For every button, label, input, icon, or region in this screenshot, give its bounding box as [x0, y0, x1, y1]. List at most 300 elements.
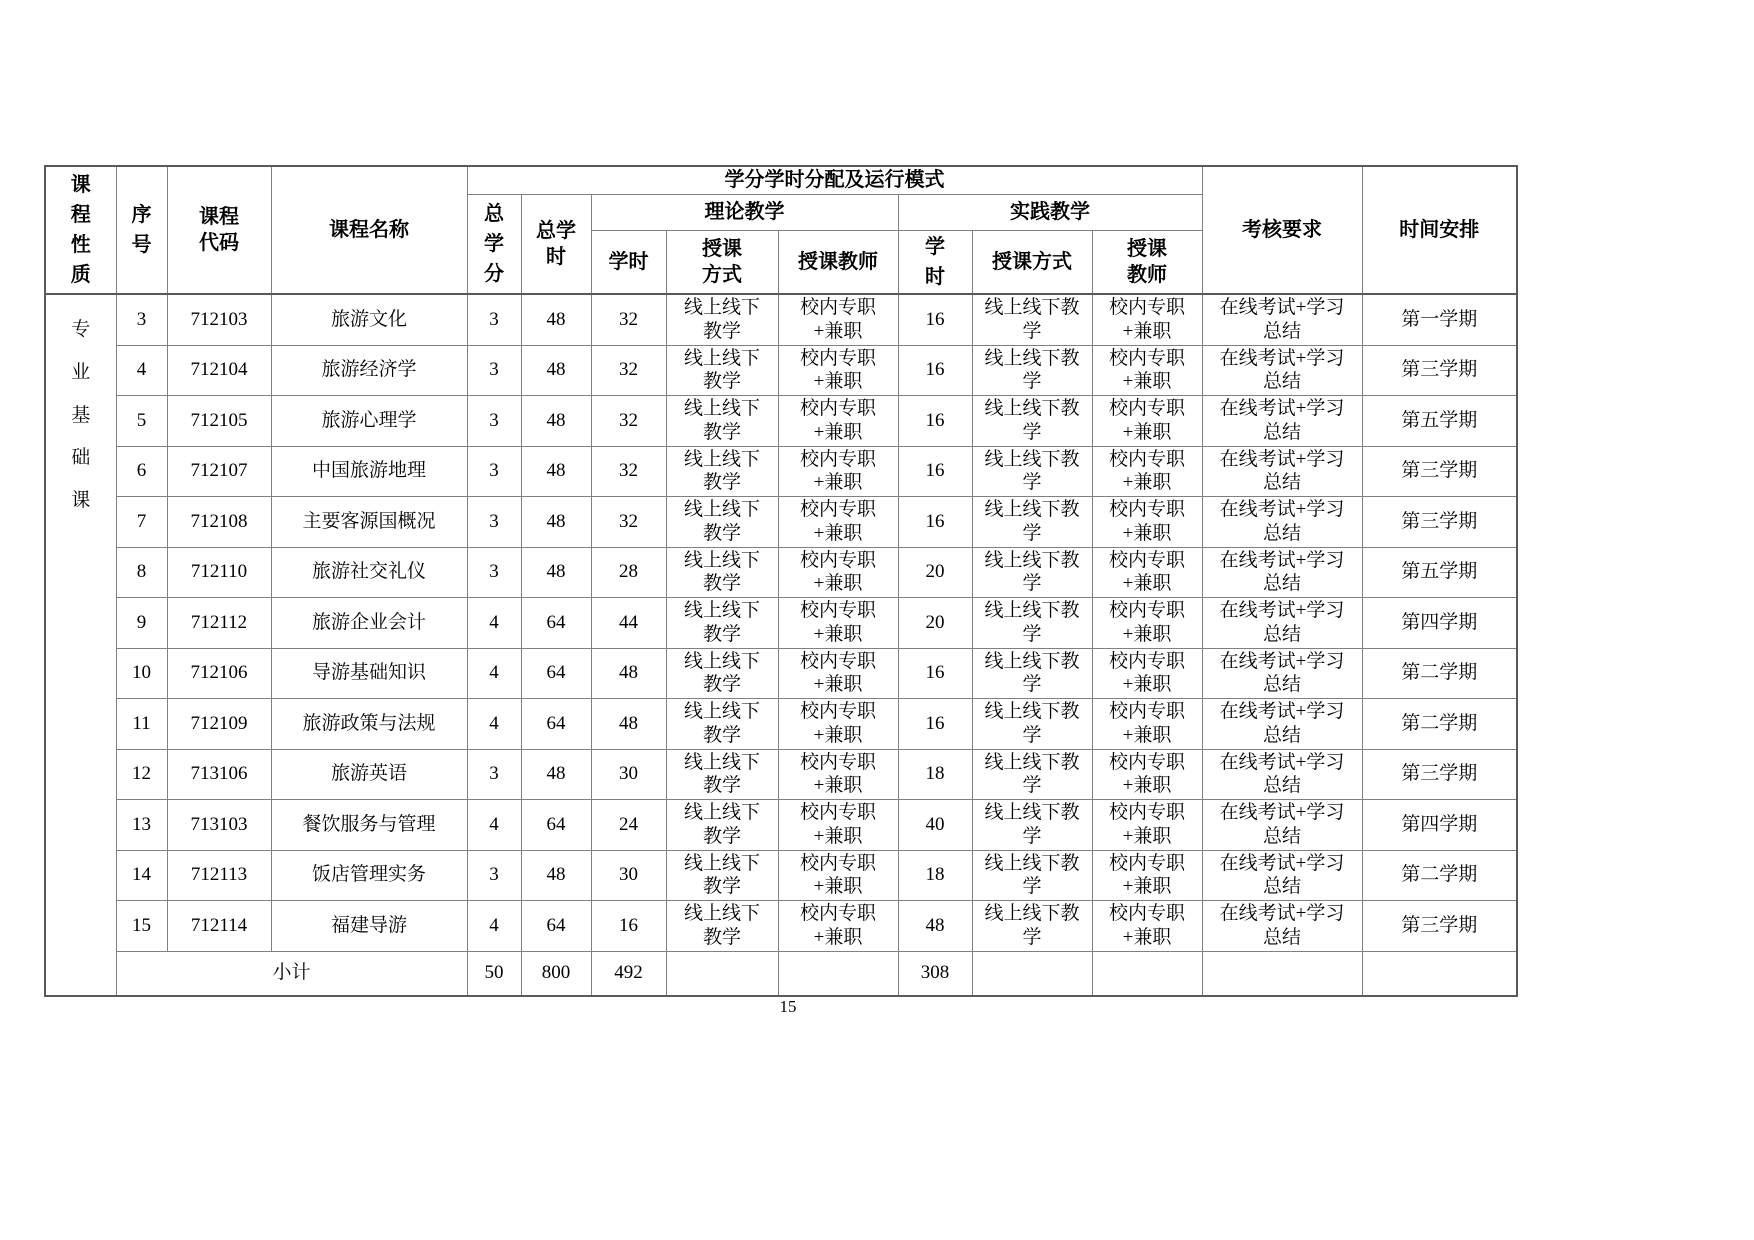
cell-theory_teacher-value: 校内专职+兼职	[799, 751, 876, 797]
cell-assessment-value: 在线考试+学习总结	[1219, 549, 1345, 595]
cell-seq-value: 11	[132, 712, 151, 734]
cell-theory_hours-value: 30	[619, 763, 638, 785]
subtotal-practice-hours-value: 308	[920, 962, 950, 984]
cell-seq-value: 12	[132, 763, 151, 785]
cell-theory_hours	[591, 294, 666, 345]
cell-semester-value: 第五学期	[1401, 409, 1478, 431]
header-theory-hours-label: 学时	[608, 250, 649, 273]
cell-name	[271, 598, 467, 649]
cell-seq	[116, 648, 167, 699]
cell-total_hours-value: 64	[546, 813, 566, 835]
cell-practice_hours	[898, 598, 972, 649]
subtotal-total-hours	[521, 951, 591, 996]
cell-seq-value: 6	[136, 460, 147, 482]
cell-code-value: 712107	[190, 460, 248, 482]
cell-practice_teacher	[1092, 598, 1202, 649]
cell-theory_mode	[666, 598, 778, 649]
header-course-name	[271, 166, 467, 294]
cell-theory_mode	[666, 547, 778, 598]
cell-semester	[1362, 396, 1517, 447]
course-row	[45, 396, 1517, 447]
cell-seq	[116, 547, 167, 598]
cell-credits-value: 4	[489, 813, 499, 835]
cell-practice_mode	[972, 294, 1092, 345]
cell-theory_hours-value: 48	[619, 712, 638, 734]
cell-practice_teacher-value: 校内专职+兼职	[1108, 903, 1185, 948]
cell-theory_mode-value: 线上线下教学	[683, 802, 760, 847]
cell-name	[271, 294, 467, 345]
cell-assessment	[1202, 749, 1362, 800]
cell-assessment	[1202, 345, 1362, 396]
course-category-label: 专业基础课	[71, 319, 91, 511]
cell-credits	[467, 446, 521, 497]
cell-theory_mode-value: 线上线下教学	[683, 448, 760, 494]
cell-theory_mode	[666, 749, 778, 800]
cell-theory_hours-value: 32	[619, 510, 638, 532]
cell-code	[167, 345, 271, 396]
page-number: 15	[779, 997, 797, 1016]
cell-assessment-value: 在线考试+学习总结	[1219, 650, 1345, 696]
cell-theory_hours-value: 32	[619, 409, 638, 431]
header-total-hours	[521, 195, 591, 295]
course-row	[45, 699, 1517, 750]
cell-assessment	[1202, 497, 1362, 548]
cell-total_hours-value: 48	[546, 864, 566, 886]
cell-seq-value: 9	[136, 611, 147, 633]
cell-code	[167, 800, 271, 851]
cell-practice_teacher-value: 校内专职+兼职	[1108, 398, 1185, 443]
cell-theory_hours-value: 24	[619, 813, 638, 835]
cell-theory_hours	[591, 345, 666, 396]
cell-theory_teacher-value: 校内专职+兼职	[799, 499, 876, 544]
cell-code	[167, 850, 271, 901]
cell-theory_teacher-value: 校内专职+兼职	[799, 448, 876, 494]
subtotal-theory-mode-empty	[666, 951, 778, 996]
cell-name-value: 旅游政策与法规	[302, 712, 436, 734]
course-row	[45, 850, 1517, 901]
cell-theory_hours	[591, 800, 666, 851]
table-header	[45, 166, 1517, 294]
cell-practice_hours	[898, 901, 972, 952]
cell-seq-value: 13	[132, 813, 151, 835]
cell-practice_hours-value: 48	[925, 914, 945, 936]
cell-theory_teacher	[778, 396, 898, 447]
cell-assessment-value: 在线考试+学习总结	[1219, 903, 1345, 948]
cell-seq-value: 3	[136, 308, 147, 330]
cell-practice_teacher-value: 校内专职+兼职	[1108, 751, 1185, 797]
cell-practice_hours	[898, 800, 972, 851]
course-row	[45, 446, 1517, 497]
cell-code-value: 712110	[190, 561, 248, 583]
cell-practice_teacher	[1092, 800, 1202, 851]
header-total-hours-label: 总学时	[536, 220, 576, 268]
header-schedule	[1362, 166, 1517, 294]
cell-seq-value: 15	[132, 914, 151, 936]
cell-total_hours	[521, 294, 591, 345]
header-practice-mode	[972, 231, 1092, 295]
cell-credits-value: 3	[489, 460, 499, 482]
subtotal-label: 小计	[272, 962, 311, 984]
cell-credits	[467, 749, 521, 800]
cell-practice_hours	[898, 446, 972, 497]
header-seq-label: 序号	[131, 204, 152, 256]
cell-theory_hours	[591, 901, 666, 952]
cell-assessment-value: 在线考试+学习总结	[1219, 448, 1345, 494]
cell-theory_teacher-value: 校内专职+兼职	[799, 903, 876, 948]
cell-seq	[116, 699, 167, 750]
cell-seq-value: 5	[136, 409, 147, 431]
cell-theory_hours	[591, 648, 666, 699]
cell-practice_mode	[972, 396, 1092, 447]
cell-practice_teacher	[1092, 396, 1202, 447]
cell-seq	[116, 800, 167, 851]
cell-name-value: 餐饮服务与管理	[302, 813, 436, 835]
cell-theory_mode-value: 线上线下教学	[683, 903, 760, 948]
cell-seq-value: 10	[132, 662, 151, 684]
header-total-credits-label: 总学分	[484, 203, 504, 285]
cell-practice_teacher	[1092, 850, 1202, 901]
cell-practice_teacher	[1092, 648, 1202, 699]
cell-practice_teacher-value: 校内专职+兼职	[1108, 802, 1185, 847]
course-category-cell	[45, 294, 116, 996]
cell-total_hours-value: 48	[546, 460, 566, 482]
cell-practice_teacher	[1092, 345, 1202, 396]
cell-practice_mode	[972, 598, 1092, 649]
cell-credits	[467, 497, 521, 548]
cell-seq	[116, 345, 167, 396]
cell-seq-value: 14	[132, 864, 151, 886]
cell-name	[271, 800, 467, 851]
cell-total_hours-value: 48	[546, 763, 566, 785]
cell-practice_mode-value: 线上线下教学	[984, 297, 1080, 342]
cell-practice_mode	[972, 850, 1092, 901]
header-assessment	[1202, 166, 1362, 294]
header-practice-group	[898, 195, 1202, 231]
curriculum-table	[44, 165, 1518, 997]
cell-theory_mode-value: 线上线下教学	[683, 701, 760, 746]
table-body	[45, 294, 1517, 996]
cell-theory_mode-value: 线上线下教学	[683, 398, 760, 443]
cell-code	[167, 446, 271, 497]
cell-code-value: 712112	[190, 611, 248, 633]
cell-theory_mode-value: 线上线下教学	[683, 499, 760, 544]
header-practice-teacher-label: 授课教师	[1127, 238, 1167, 286]
cell-theory_teacher	[778, 850, 898, 901]
cell-theory_hours-value: 28	[619, 561, 638, 583]
cell-practice_teacher	[1092, 294, 1202, 345]
header-course-name-label: 课程名称	[329, 218, 409, 241]
cell-semester-value: 第四学期	[1401, 813, 1478, 835]
cell-semester	[1362, 749, 1517, 800]
cell-code-value: 712105	[190, 409, 248, 431]
cell-code-value: 712114	[190, 914, 248, 936]
cell-practice_hours	[898, 699, 972, 750]
cell-code-value: 713106	[190, 763, 248, 785]
cell-practice_mode	[972, 901, 1092, 952]
cell-practice_mode	[972, 749, 1092, 800]
cell-theory_mode-value: 线上线下教学	[683, 751, 760, 797]
cell-practice_hours	[898, 850, 972, 901]
subtotal-credits-value: 50	[484, 962, 504, 984]
cell-theory_mode-value: 线上线下教学	[683, 852, 760, 898]
cell-practice_hours-value: 20	[925, 561, 945, 583]
cell-practice_mode	[972, 547, 1092, 598]
cell-name-value: 主要客源国概况	[302, 510, 436, 532]
cell-assessment	[1202, 901, 1362, 952]
cell-practice_hours-value: 18	[925, 864, 945, 886]
header-total-credits	[467, 195, 521, 295]
cell-assessment	[1202, 547, 1362, 598]
cell-credits	[467, 598, 521, 649]
subtotal-row	[45, 951, 1517, 996]
cell-name-value: 福建导游	[330, 914, 407, 936]
cell-code-value: 712108	[190, 510, 248, 532]
cell-code	[167, 901, 271, 952]
cell-theory_hours	[591, 749, 666, 800]
cell-total_hours-value: 48	[546, 308, 566, 330]
cell-theory_mode	[666, 345, 778, 396]
cell-theory_teacher-value: 校内专职+兼职	[799, 852, 876, 898]
cell-seq	[116, 598, 167, 649]
subtotal-assessment-empty	[1202, 951, 1362, 996]
cell-practice_teacher-value: 校内专职+兼职	[1108, 448, 1185, 494]
cell-practice_hours-value: 16	[925, 662, 945, 684]
subtotal-credits	[467, 951, 521, 996]
cell-assessment	[1202, 446, 1362, 497]
cell-seq	[116, 396, 167, 447]
cell-code	[167, 294, 271, 345]
cell-practice_teacher	[1092, 699, 1202, 750]
cell-theory_hours	[591, 850, 666, 901]
cell-practice_hours-value: 18	[925, 763, 945, 785]
course-row	[45, 497, 1517, 548]
cell-practice_mode-value: 线上线下教学	[984, 903, 1080, 948]
cell-total_hours-value: 64	[546, 611, 566, 633]
cell-seq	[116, 497, 167, 548]
cell-credits	[467, 547, 521, 598]
cell-theory_hours-value: 32	[619, 308, 638, 330]
cell-name	[271, 345, 467, 396]
cell-semester-value: 第三学期	[1401, 359, 1478, 381]
header-theory-mode-label: 授课方式	[702, 238, 742, 286]
subtotal-practice-hours	[898, 951, 972, 996]
cell-practice_hours-value: 16	[925, 712, 945, 734]
cell-total_hours	[521, 497, 591, 548]
cell-total_hours-value: 48	[546, 510, 566, 532]
cell-theory_hours	[591, 446, 666, 497]
cell-total_hours-value: 48	[546, 409, 566, 431]
cell-theory_mode	[666, 648, 778, 699]
cell-practice_mode	[972, 446, 1092, 497]
cell-theory_teacher	[778, 901, 898, 952]
course-row	[45, 598, 1517, 649]
cell-practice_teacher-value: 校内专职+兼职	[1108, 600, 1185, 645]
cell-name	[271, 446, 467, 497]
header-course-code-label: 课程代码	[199, 206, 239, 254]
header-course-nature	[45, 166, 116, 294]
cell-code-value: 713103	[190, 813, 248, 835]
cell-practice_mode	[972, 800, 1092, 851]
cell-practice_mode-value: 线上线下教学	[984, 398, 1080, 443]
course-row	[45, 800, 1517, 851]
header-theory-group	[591, 195, 898, 231]
course-row	[45, 294, 1517, 345]
cell-credits	[467, 294, 521, 345]
cell-semester	[1362, 648, 1517, 699]
cell-theory_hours-value: 32	[619, 460, 638, 482]
cell-theory_hours-value: 16	[619, 914, 638, 936]
subtotal-label-cell	[116, 951, 467, 996]
cell-assessment-value: 在线考试+学习总结	[1219, 751, 1345, 797]
header-practice-label: 实践教学	[1010, 201, 1090, 223]
cell-name-value: 旅游心理学	[321, 409, 417, 431]
cell-code-value: 712109	[190, 712, 248, 734]
header-allocation-label: 学分学时分配及运行模式	[724, 169, 945, 191]
header-course-code	[167, 166, 271, 294]
cell-theory_teacher	[778, 446, 898, 497]
cell-credits-value: 3	[489, 561, 499, 583]
cell-assessment-value: 在线考试+学习总结	[1219, 398, 1345, 443]
cell-theory_teacher	[778, 345, 898, 396]
cell-credits	[467, 396, 521, 447]
cell-credits-value: 4	[489, 662, 499, 684]
cell-credits-value: 4	[489, 712, 499, 734]
cell-practice_mode-value: 线上线下教学	[984, 751, 1080, 797]
header-practice-teacher	[1092, 231, 1202, 295]
cell-practice_hours	[898, 294, 972, 345]
cell-semester-value: 第四学期	[1401, 611, 1478, 633]
cell-total_hours	[521, 800, 591, 851]
cell-practice_mode-value: 线上线下教学	[984, 448, 1080, 494]
cell-code	[167, 648, 271, 699]
course-row	[45, 901, 1517, 952]
cell-name-value: 旅游企业会计	[311, 611, 426, 633]
cell-theory_teacher-value: 校内专职+兼职	[799, 701, 876, 746]
cell-assessment	[1202, 699, 1362, 750]
cell-total_hours	[521, 699, 591, 750]
cell-practice_hours-value: 16	[925, 409, 945, 431]
cell-theory_teacher-value: 校内专职+兼职	[799, 297, 876, 342]
cell-practice_teacher-value: 校内专职+兼职	[1108, 852, 1185, 898]
cell-theory_hours	[591, 598, 666, 649]
cell-name	[271, 547, 467, 598]
cell-practice_hours-value: 16	[925, 460, 945, 482]
header-theory-teacher	[778, 231, 898, 295]
cell-practice_mode	[972, 497, 1092, 548]
cell-credits-value: 3	[489, 359, 499, 381]
cell-theory_teacher	[778, 497, 898, 548]
cell-theory_mode	[666, 497, 778, 548]
cell-theory_mode	[666, 294, 778, 345]
cell-assessment	[1202, 396, 1362, 447]
cell-semester	[1362, 598, 1517, 649]
cell-code-value: 712104	[190, 359, 248, 381]
cell-code	[167, 396, 271, 447]
cell-code	[167, 497, 271, 548]
header-practice-mode-label: 授课方式	[992, 250, 1072, 273]
cell-practice_mode-value: 线上线下教学	[984, 650, 1080, 696]
cell-assessment	[1202, 294, 1362, 345]
cell-credits-value: 3	[489, 510, 499, 532]
cell-theory_mode-value: 线上线下教学	[683, 650, 760, 696]
cell-assessment	[1202, 648, 1362, 699]
cell-practice_teacher-value: 校内专职+兼职	[1108, 650, 1185, 696]
cell-total_hours	[521, 547, 591, 598]
cell-total_hours	[521, 396, 591, 447]
cell-assessment-value: 在线考试+学习总结	[1219, 297, 1345, 342]
cell-theory_mode	[666, 901, 778, 952]
header-practice-hours	[898, 231, 972, 295]
cell-theory_teacher	[778, 598, 898, 649]
cell-semester	[1362, 850, 1517, 901]
cell-seq	[116, 446, 167, 497]
header-course-nature-label: 课程性质	[70, 174, 91, 286]
header-theory-mode	[666, 231, 778, 295]
cell-credits-value: 3	[489, 864, 499, 886]
cell-theory_mode	[666, 396, 778, 447]
cell-practice_hours	[898, 749, 972, 800]
cell-practice_mode	[972, 345, 1092, 396]
cell-practice_teacher-value: 校内专职+兼职	[1108, 549, 1185, 595]
cell-total_hours-value: 48	[546, 359, 566, 381]
cell-theory_mode	[666, 850, 778, 901]
header-seq	[116, 166, 167, 294]
header-theory-label: 理论教学	[704, 201, 785, 223]
cell-name-value: 中国旅游地理	[311, 460, 426, 482]
cell-semester-value: 第三学期	[1401, 460, 1478, 482]
cell-total_hours	[521, 850, 591, 901]
cell-theory_hours	[591, 396, 666, 447]
cell-practice_mode	[972, 648, 1092, 699]
cell-assessment-value: 在线考试+学习总结	[1219, 701, 1345, 746]
header-theory-hours	[591, 231, 666, 295]
course-row	[45, 749, 1517, 800]
cell-theory_hours	[591, 547, 666, 598]
cell-credits-value: 4	[489, 914, 499, 936]
cell-total_hours-value: 64	[546, 712, 566, 734]
cell-code	[167, 699, 271, 750]
course-row	[45, 648, 1517, 699]
cell-seq-value: 8	[136, 561, 147, 583]
cell-practice_teacher-value: 校内专职+兼职	[1108, 499, 1185, 544]
header-allocation	[467, 166, 1202, 195]
cell-total_hours	[521, 648, 591, 699]
cell-credits	[467, 901, 521, 952]
cell-assessment	[1202, 800, 1362, 851]
cell-practice_mode-value: 线上线下教学	[984, 549, 1080, 595]
cell-theory_mode	[666, 800, 778, 851]
cell-semester	[1362, 547, 1517, 598]
cell-theory_teacher	[778, 749, 898, 800]
cell-theory_teacher-value: 校内专职+兼职	[799, 600, 876, 645]
cell-theory_hours-value: 44	[619, 611, 638, 633]
subtotal-theory-teacher-empty	[778, 951, 898, 996]
cell-name	[271, 749, 467, 800]
cell-credits-value: 3	[489, 409, 499, 431]
cell-name-value: 旅游文化	[330, 308, 407, 330]
cell-name-value: 饭店管理实务	[311, 864, 426, 886]
cell-semester-value: 第二学期	[1401, 712, 1478, 734]
header-practice-hours-label: 学时	[925, 236, 945, 288]
cell-semester	[1362, 800, 1517, 851]
cell-name	[271, 699, 467, 750]
cell-name-value: 导游基础知识	[311, 662, 426, 684]
cell-semester-value: 第五学期	[1401, 561, 1478, 583]
cell-theory_teacher-value: 校内专职+兼职	[799, 802, 876, 847]
cell-semester-value: 第三学期	[1401, 914, 1478, 936]
cell-theory_teacher	[778, 800, 898, 851]
cell-theory_teacher	[778, 648, 898, 699]
